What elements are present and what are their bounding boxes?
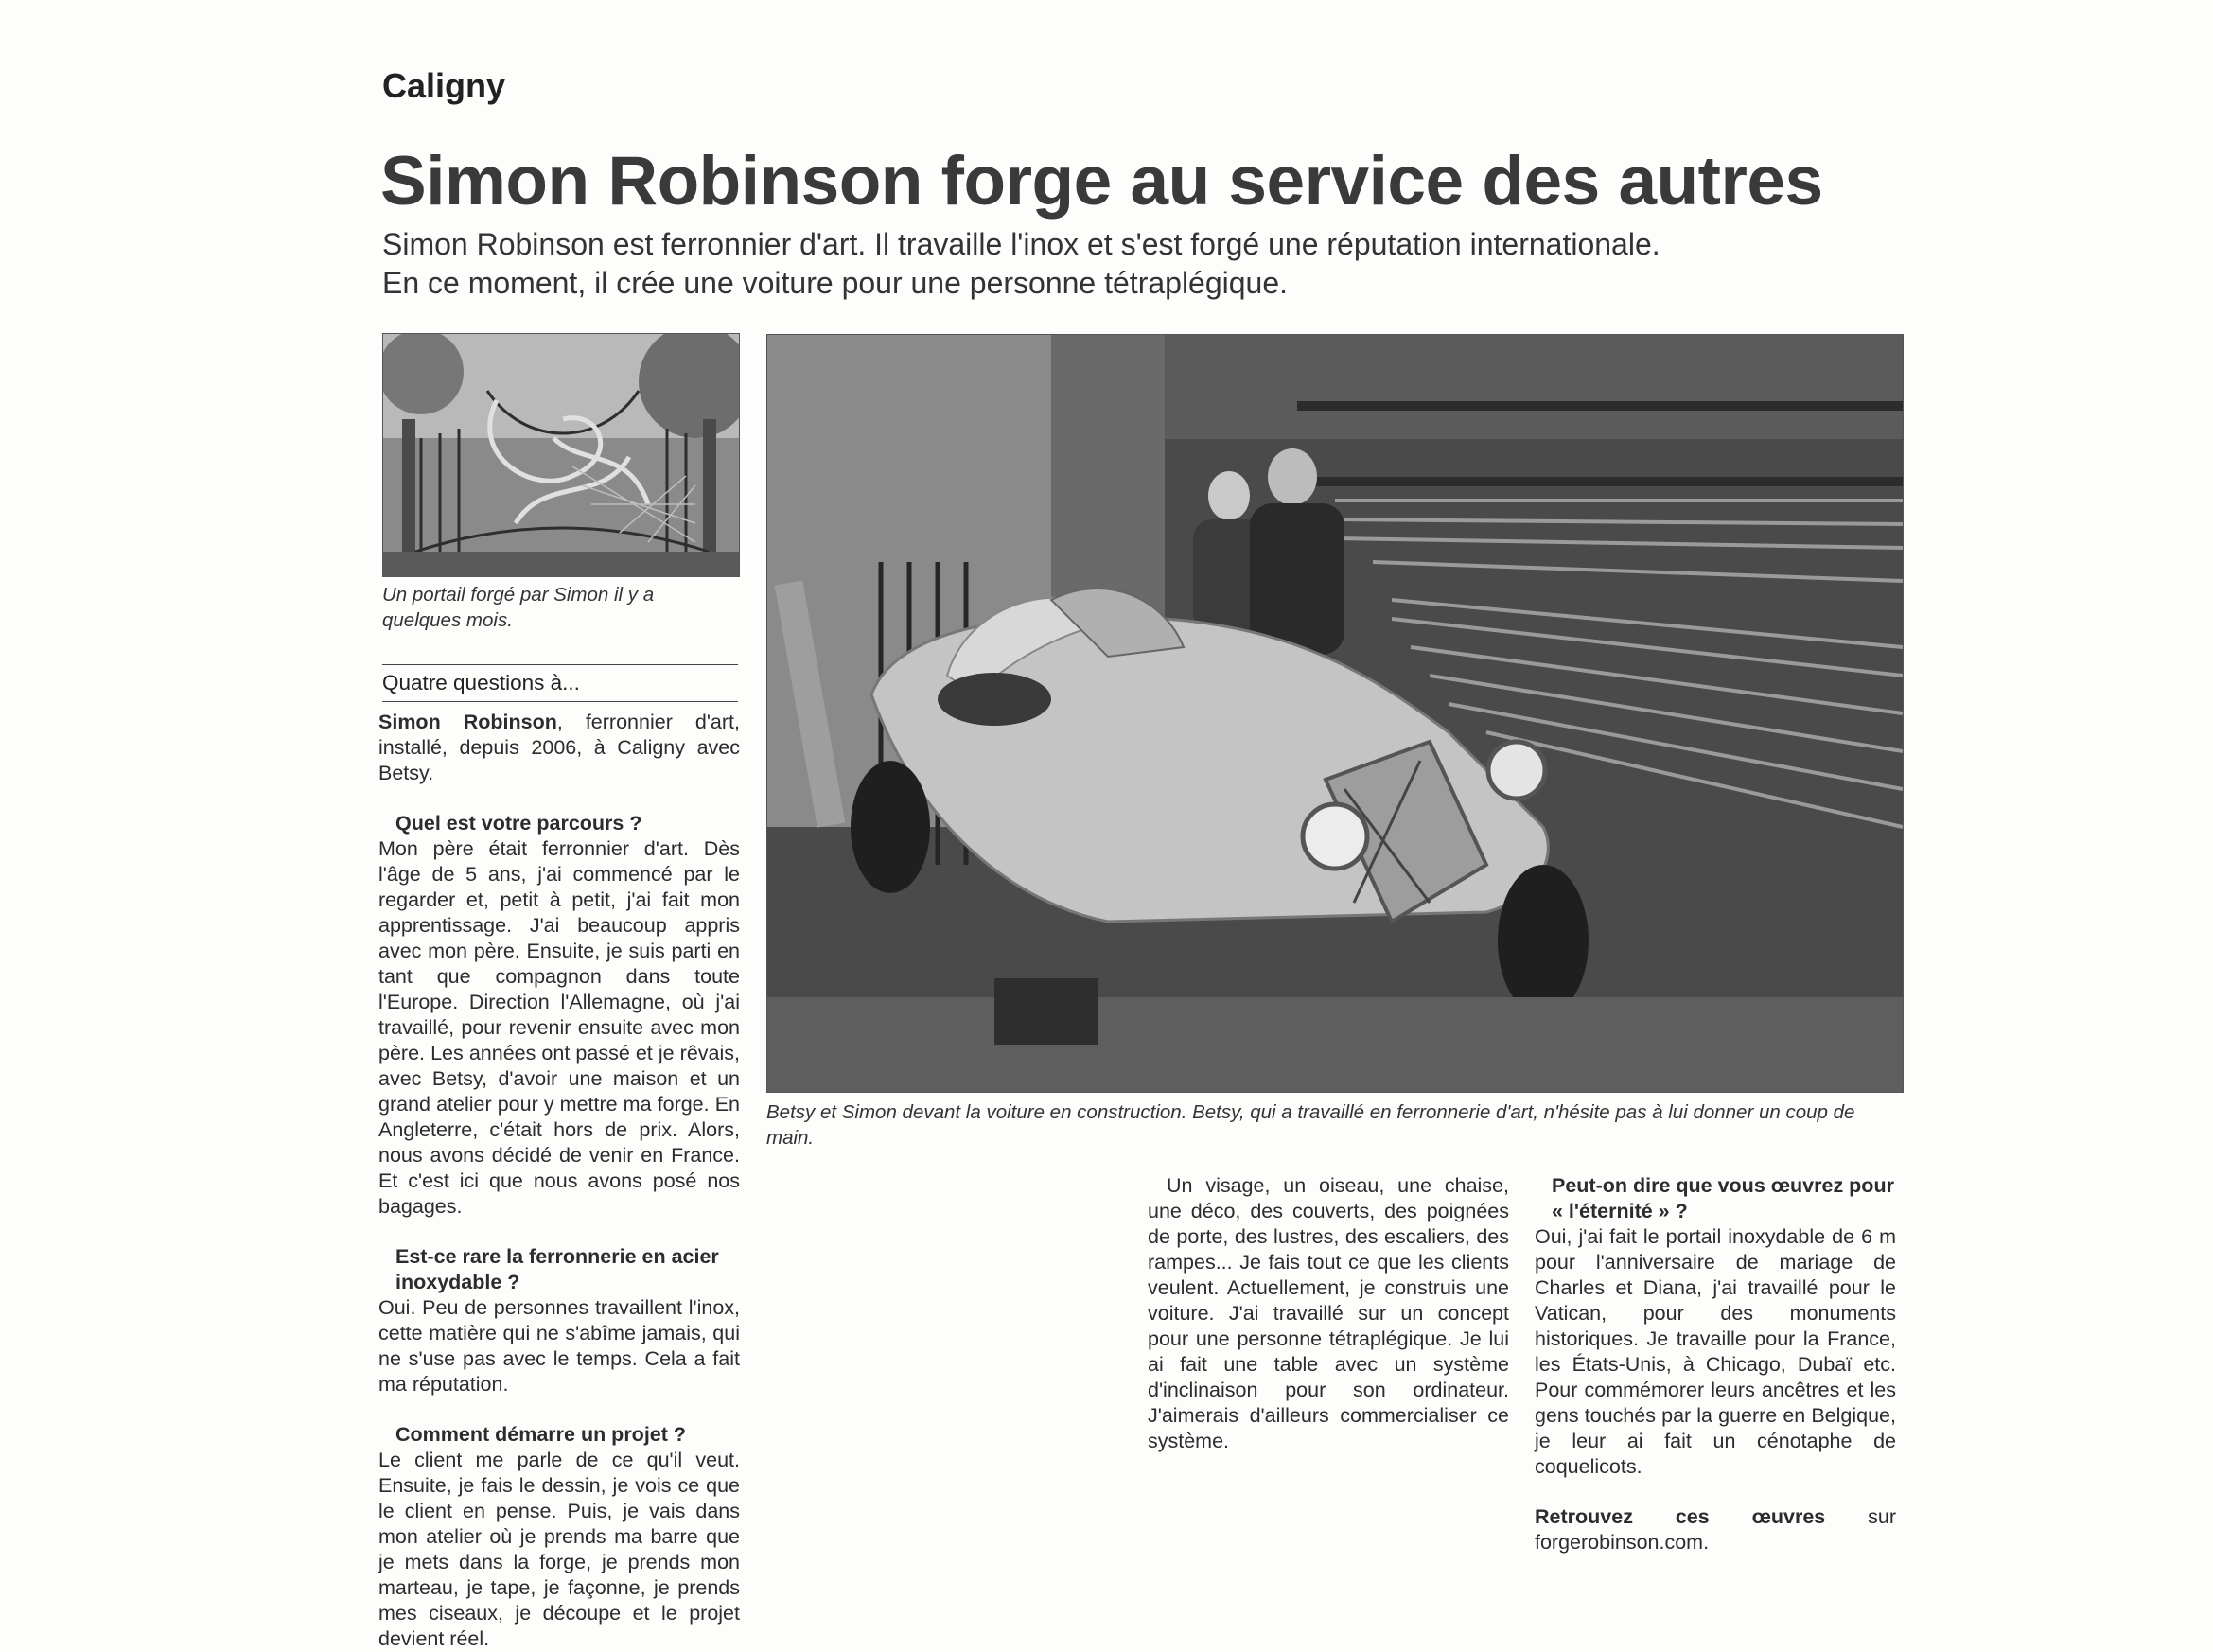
standfirst-line-2: En ce moment, il crée une voiture pour une personne tétraplégique. (382, 266, 1289, 300)
standfirst (382, 225, 1991, 303)
answer-3-continued: Un visage, un oiseau, une chaise, une déco, des couverts, des poignées de porte, des lustres, des escaliers, des rampes... Je fais tout ce que les clients veulent. Actuellement, je construis une voiture. J'ai travaillé sur un concept pour une personne tétraplégique. Je lui ai fait une table avec un système d'inclinaison pour son ordinateur. J'aimerais d'ailleurs commercialiser ce système. (1148, 1174, 1509, 1452)
intro-paragraph (378, 710, 740, 786)
intro-name: Simon Robinson (378, 711, 557, 733)
box-top-rule (382, 664, 738, 665)
question-2: Est-ce rare la ferronnerie en acier inoxydable ? (395, 1245, 719, 1293)
workshop-photo (766, 334, 1904, 1093)
standfirst-line-1: Simon Robinson est ferronnier d'art. Il travaille l'inox et s'est forgé une réputation internationale. (382, 227, 1660, 261)
gate-photo-illustration (383, 334, 739, 576)
box-bottom-rule (382, 701, 738, 702)
footer-bold: Retrouvez ces œuvres (1535, 1505, 1826, 1528)
interview-box-title: Quatre questions à... (382, 671, 580, 694)
headline: Simon Robinson forge au service des autres (380, 143, 1823, 220)
article-column-1 (378, 710, 740, 1652)
gate-photo-caption: Un portail forgé par Simon il y a quelques mois. (382, 584, 655, 631)
footer-link-text: sur forgerobinson.com. (1535, 1505, 1896, 1554)
question-4: Peut-on dire que vous œuvrez pour « l'éternité » ? (1552, 1174, 1894, 1222)
answer-3-start (378, 1448, 740, 1652)
article-column-4 (1535, 1173, 1896, 1555)
footer-note (1535, 1504, 1896, 1555)
intro-text: , ferronnier d'art, installé, depuis 2006, à Caligny avec Betsy. (378, 711, 740, 784)
gate-photo (382, 333, 740, 577)
workshop-photo-caption: Betsy et Simon devant la voiture en construction. Betsy, qui a travaillé en ferronnerie d'art, n'hésite pas à lui donner un coup de main. (766, 1101, 1855, 1149)
workshop-photo-illustration (767, 335, 1903, 1092)
answer-1: Mon père était ferronnier d'art. Dès l'âge de 5 ans, j'ai commencé par le regarder et, petit à petit, j'ai fait mon apprentissage. J'ai beaucoup appris avec mon père. Ensuite, je suis parti en tant que compagnon dans toute l'Europe. Direction l'Allemagne, où j'ai travaillé, pour revenir ensuite avec mon père. Les années ont passé et je rêvais, avec Betsy, d'avoir une maison et un grand atelier pour y mettre ma forge. En Angleterre, c'était hors de prix. Alors, nous avons décidé de venir en France. Et c'est ici que nous avons posé nos bagages. (378, 837, 740, 1218)
answer-2: Oui. Peu de personnes travaillent l'inox, cette matière qui ne s'abîme jamais, qui ne s'use pas avec le temps. Cela a fait ma réputation. (378, 1296, 740, 1396)
question-1: Quel est votre parcours ? (395, 812, 642, 835)
article-column-3 (1148, 1173, 1509, 1479)
section-label: Caligny (382, 66, 506, 105)
answer-4: Oui, j'ai fait le portail inoxydable de 6 m pour l'anniversaire de mariage de Charles et Diana, j'ai travaillé pour le Vatican, pour des monuments historiques. Je travaille pour la France, les États-Unis, à Chicago, Dubaï etc. Pour commémorer leurs ancêtres et les gens touchés par la guerre en Belgique, je leur ai fait un cénotaphe de coquelicots. (1535, 1225, 1896, 1478)
answer-3-text: Le client me parle de ce qu'il veut. Ensuite, je fais le dessin, je vois ce que le client en pense. Puis, je vais dans mon atelier où je prends ma barre que je mets dans la forge, je prends mon marteau, je tape, je façonne, je prends mes ciseaux, je découpe et le projet devient réel. (378, 1449, 740, 1650)
question-3: Comment démarre un projet ? (395, 1423, 687, 1446)
